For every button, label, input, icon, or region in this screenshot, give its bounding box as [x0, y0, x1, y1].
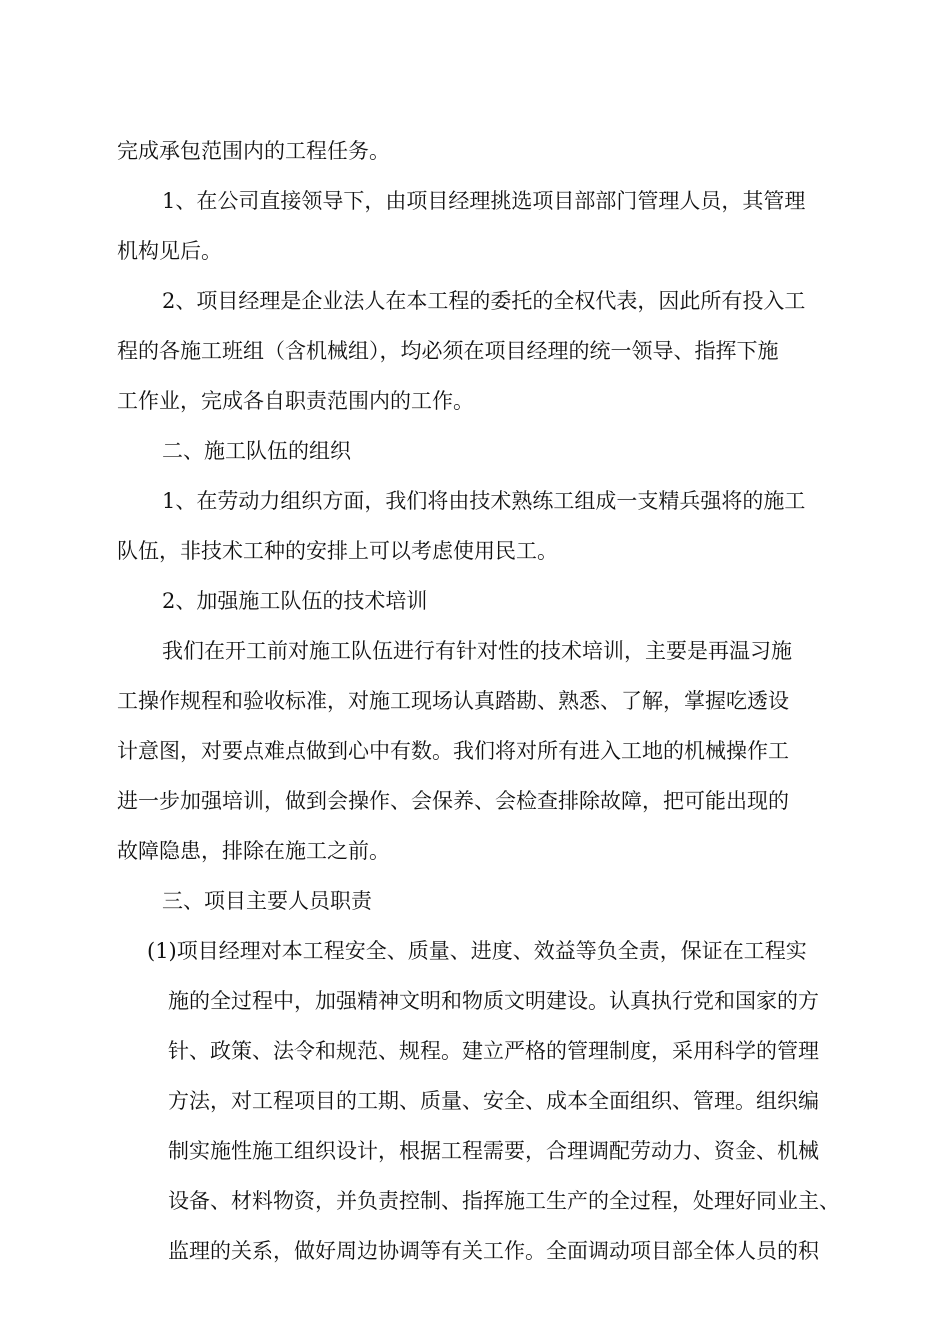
text-line: 设备、材料物资，并负责控制、指挥施工生产的全过程，处理好同业主、 [168, 1189, 840, 1213]
text-line: (1)项目经理对本工程安全、质量、进度、效益等负全责，保证在工程实 [147, 939, 807, 963]
text-line: 进一步加强培训，做到会操作、会保养、会检查排除故障，把可能出现的 [117, 789, 789, 813]
text-line: 监理的关系，做好周边协调等有关工作。全面调动项目部全体人员的积 [168, 1239, 819, 1263]
text-line: 工作业，完成各自职责范围内的工作。 [117, 389, 474, 413]
section-heading: 三、项目主要人员职责 [162, 889, 372, 913]
text-line: 制实施性施工组织设计，根据工程需要，合理调配劳动力、资金、机械 [168, 1139, 819, 1163]
section-heading: 二、施工队伍的组织 [162, 439, 351, 463]
text-line: 方法，对工程项目的工期、质量、安全、成本全面组织、管理。组织编 [168, 1089, 819, 1113]
text-line: 机构见后。 [117, 239, 222, 263]
text-line: 完成承包范围内的工程任务。 [117, 139, 390, 163]
text-line: 故障隐患，排除在施工之前。 [117, 839, 390, 863]
text-line: 计意图，对要点难点做到心中有数。我们将对所有进入工地的机械操作工 [117, 739, 789, 763]
text-line: 针、政策、法令和规范、规程。建立严格的管理制度，采用科学的管理 [168, 1039, 819, 1063]
text-line: 我们在开工前对施工队伍进行有针对性的技术培训，主要是再温习施 [162, 639, 792, 663]
text-line: 程的各施工班组（含机械组），均必须在项目经理的统一领导、指挥下施 [117, 339, 779, 363]
text-line: 1、在公司直接领导下，由项目经理挑选项目部部门管理人员，其管理 [162, 189, 806, 213]
text-line: 1、在劳动力组织方面，我们将由技术熟练工组成一支精兵强将的施工 [162, 489, 806, 513]
text-line: 施的全过程中，加强精神文明和物质文明建设。认真执行党和国家的方 [168, 989, 819, 1013]
text-line: 2、项目经理是企业法人在本工程的委托的全权代表，因此所有投入工 [162, 289, 806, 313]
text-line: 工操作规程和验收标准，对施工现场认真踏勘、熟悉、了解，掌握吃透设 [117, 689, 789, 713]
text-line: 队伍，非技术工种的安排上可以考虑使用民工。 [117, 539, 558, 563]
subsection-heading: 2、加强施工队伍的技术培训 [162, 589, 428, 613]
